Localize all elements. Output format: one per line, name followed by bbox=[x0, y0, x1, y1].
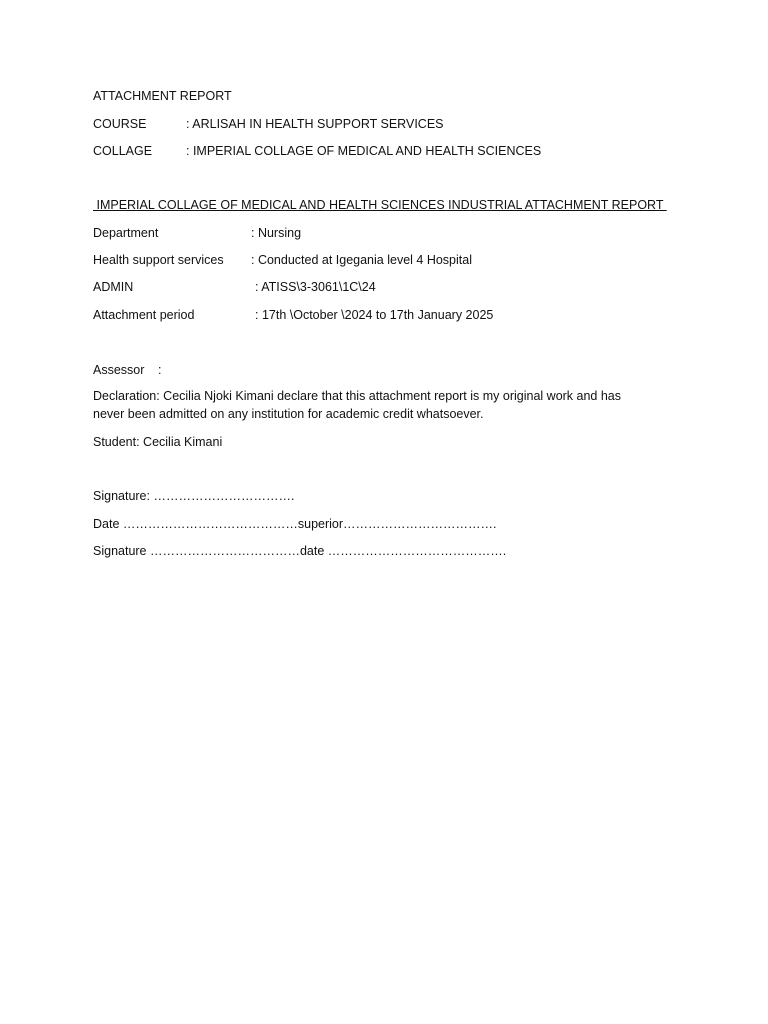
report-title: IMPERIAL COLLAGE OF MEDICAL AND HEALTH SCIENCES INDUSTRIAL ATTACHMENT REPORT bbox=[93, 198, 667, 212]
department-value: : Nursing bbox=[251, 226, 302, 240]
department-label: Department bbox=[93, 226, 159, 240]
course-value: : ARLISAH IN HEALTH SUPPORT SERVICES bbox=[186, 117, 444, 131]
admin-value: : ATISS\3-3061\1C\24 bbox=[255, 280, 376, 294]
attachment-period-value: : 17th \October \2024 to 17th January 2025 bbox=[255, 308, 494, 322]
health-support-label: Health support services bbox=[93, 253, 224, 267]
course-label: COURSE bbox=[93, 117, 147, 131]
signature-date-line: Signature ………………………………date ……………………………………. bbox=[93, 544, 507, 558]
admin-label: ADMIN bbox=[93, 280, 134, 294]
signature-line: Signature: ……………………………. bbox=[93, 489, 295, 503]
admin-row bbox=[93, 279, 376, 295]
document-heading: ATTACHMENT REPORT bbox=[93, 89, 232, 103]
declaration-paragraph: Declaration: Cecilia Njoki Kimani declare that this attachment report is my original work and has never been admitted on any institution for academic credit whatsoever. bbox=[93, 389, 622, 421]
health-support-value: : Conducted at Igegania level 4 Hospital bbox=[251, 253, 472, 267]
health-support-row bbox=[93, 252, 472, 268]
collage-label: COLLAGE bbox=[93, 144, 153, 158]
assessor-label: Assessor bbox=[93, 363, 145, 377]
collage-row bbox=[93, 143, 542, 159]
course-row bbox=[93, 116, 444, 132]
attachment-period-label: Attachment period bbox=[93, 308, 195, 322]
department-row bbox=[93, 225, 302, 241]
date-superior-line: Date ……………………………………superior………………………………. bbox=[93, 517, 497, 531]
assessor-value: : bbox=[158, 363, 162, 377]
student-line: Student: Cecilia Kimani bbox=[93, 435, 223, 449]
assessor-row bbox=[93, 362, 162, 378]
collage-value: : IMPERIAL COLLAGE OF MEDICAL AND HEALTH SCIENCES bbox=[186, 144, 542, 158]
attachment-period-row bbox=[93, 307, 494, 323]
